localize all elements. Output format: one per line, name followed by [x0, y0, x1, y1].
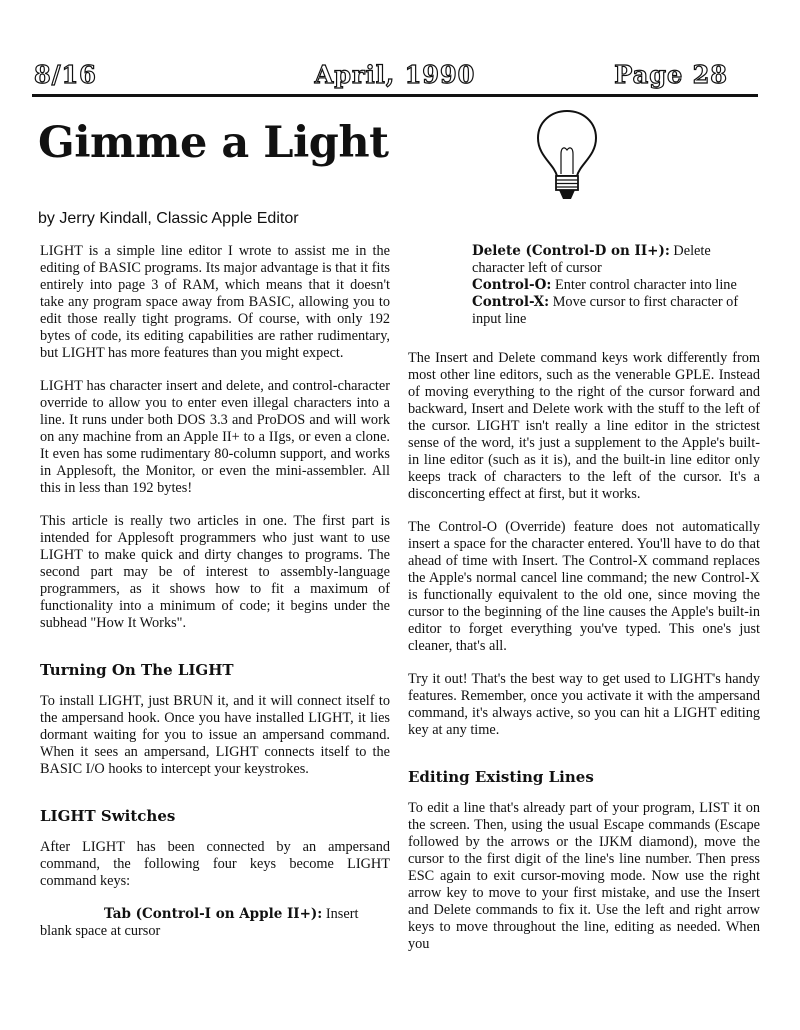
right-column [408, 243, 760, 969]
overview-paragraph: This article is really two articles in one. The first part is intended for Applesoft programmers who just want to use LIGHT to make quick and dirty changes to programs. The second part may be of interest to assembly-language programmers, as it shows how to fit a maximum of functionality into a minimum of code; it begins under the subhead "How It Works". [40, 513, 390, 631]
override-paragraph: The Control-O (Override) feature does not automatically insert a space for the character entered. You'll have to do that ahead of time with Insert. The Control-X command replaces the Apple's normal cancel line command; the new Control-X is functionally equivalent to the old one, since moving the cursor to the beginning of the line causes the Apple's built-in editor to forget everything you've typed. This one's just cleaner, that's all. [408, 519, 760, 654]
delete-command-key: Delete (Control-D on II+): [472, 243, 670, 259]
article-title: Gimme a Light [38, 118, 389, 168]
light-bulb-icon [530, 108, 604, 211]
control-x-command-desc: Move cursor to first character of input line [472, 294, 739, 327]
delete-command-desc: Delete character left of cursor [472, 243, 711, 276]
control-o-command-item [472, 277, 760, 294]
control-x-command-item [472, 294, 760, 328]
install-paragraph: To install LIGHT, just BRUN it, and it will connect itself to the ampersand hook. Once you have installed LIGHT, it lies dormant waiting for you to issue an ampersand command. When it sees an ampersand, LIGHT connects itself to the BASIC I/O hooks to intercept your keystrokes. [40, 693, 390, 777]
header-rule [32, 94, 758, 97]
try-it-paragraph: Try it out! That's the best way to get used to LIGHT's handy features. Remember, once you activate it with the ampersand command, it's always active, so you can hit a LIGHT editing key at any time. [408, 671, 760, 738]
subhead-turning-on: Turning On The LIGHT [40, 661, 234, 679]
editing-paragraph: To edit a line that's already part of your program, LIST it on the screen. Then, using the usual Escape commands (Escape followed by the arrows or the IJKM diamond), move the cursor to the first digit of the line's line number. Then press ESC again to exit cursor-moving mode. Now use the right arrow key to move to your first mistake, and use the Insert and Delete commands to fix it. Use the left and right arrow keys to move throughout the line, editing as needed. When you [408, 800, 760, 952]
tab-command-item [40, 906, 390, 940]
intro-paragraph: LIGHT is a simple line editor I wrote to assist me in the editing of BASIC programs. Its major advantage is that it fits entirely into page 3 of RAM, which means that it doesn't take any program space away from BASIC, allowing you to edit those really tight programs. Of course, with only 192 bytes of code, its editing capabilities are rather rudimentary, but LIGHT has more features than you might expect. [40, 243, 390, 361]
issue-date: April, 1990 [314, 60, 476, 89]
control-o-command-key: Control-O: [472, 277, 552, 293]
tab-command-desc: Insert blank space at cursor [40, 906, 359, 939]
left-column [40, 243, 390, 956]
command-list [408, 243, 760, 328]
tab-command-key: Tab (Control-I on Apple II+): [104, 906, 323, 922]
issue-number: 8/16 [34, 60, 97, 89]
insert-delete-paragraph: The Insert and Delete command keys work differently from most other line editors, such as the venerable GPLE. Instead of moving everything to the right of the cursor forward and backward, Insert and Delete work with the stuff to the left of the cursor. LIGHT isn't really a line editor in the strictest sense of the word, it's just a supplement to the Apple's built-in line editor (such as it is), and the built-in line editor only keeps track of characters to the left of the cursor. It's a disconcerting effect at first, but it works. [408, 350, 760, 502]
control-x-command-key: Control-X: [472, 294, 550, 310]
byline: by Jerry Kindall, Classic Apple Editor [38, 210, 299, 227]
subhead-switches: LIGHT Switches [40, 807, 176, 825]
control-o-command-desc: Enter control character into line [554, 277, 737, 293]
features-paragraph: LIGHT has character insert and delete, and control-character override to allow you to enter even illegal characters into a line. It runs under both DOS 3.3 and ProDOS and will work on any machine from an Apple II+ to a IIgs, or even a clone. It even has some rudimentary 80-column support, and works in Applesoft, the Monitor, or even the mini-assembler. All this in less than 192 bytes! [40, 378, 390, 496]
subhead-editing-lines: Editing Existing Lines [408, 768, 594, 786]
delete-command-item [472, 243, 760, 277]
switches-paragraph: After LIGHT has been connected by an ampersand command, the following four keys become LIGHT command keys: [40, 839, 390, 889]
page-number: Page 28 [614, 60, 728, 89]
page-header [32, 58, 758, 92]
